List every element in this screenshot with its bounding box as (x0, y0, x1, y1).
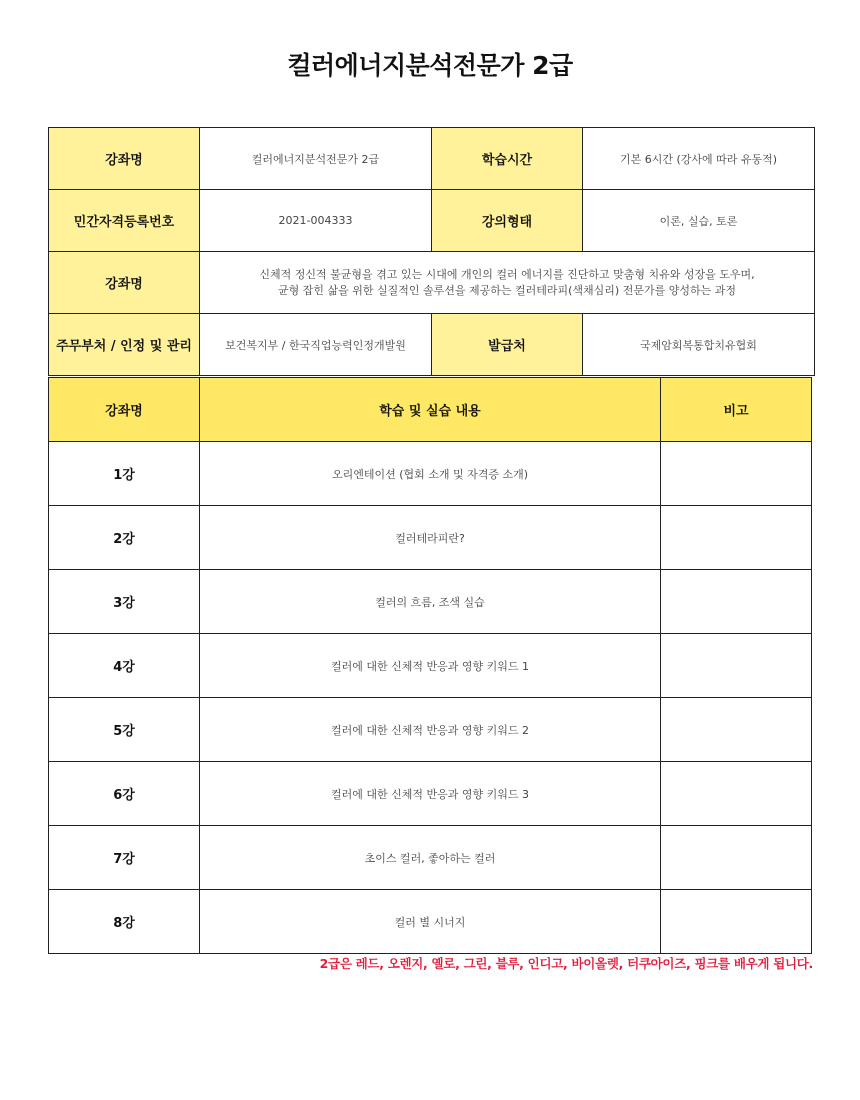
lecture-note (661, 506, 812, 570)
lecture-number: 3강 (49, 570, 200, 634)
ministry-label: 주무부처 / 인정 및 관리 (49, 314, 200, 376)
lecture-note (661, 634, 812, 698)
lecture-note (661, 826, 812, 890)
header-content: 학습 및 실습 내용 (200, 378, 661, 442)
table-row (49, 634, 812, 698)
description-line-2: 균형 잡힌 삶을 위한 실질적인 솔루션을 제공하는 컬러테라피(색채심리) 전문가를 양성하는 과정 (278, 283, 736, 297)
lecture-number: 4강 (49, 634, 200, 698)
issuer-label: 발급처 (432, 314, 583, 376)
info-row-description (49, 252, 815, 314)
lecture-content: 컬러테라피란? (200, 506, 661, 570)
table-row (49, 506, 812, 570)
lecture-note (661, 442, 812, 506)
ministry-value: 보건복지부 / 한국직업능력인정개발원 (200, 314, 432, 376)
table-row (49, 570, 812, 634)
header-lecture-name: 강좌명 (49, 378, 200, 442)
lecture-content: 컬러에 대한 신체적 반응과 영향 키워드 2 (200, 698, 661, 762)
lecture-table (48, 377, 812, 954)
lecture-header-row (49, 378, 812, 442)
registration-number-value: 2021-004333 (200, 190, 432, 252)
course-info-table (48, 127, 815, 376)
registration-number-label: 민간자격등록번호 (49, 190, 200, 252)
lecture-content: 컬러에 대한 신체적 반응과 영향 키워드 3 (200, 762, 661, 826)
lecture-number: 8강 (49, 890, 200, 954)
lecture-note (661, 890, 812, 954)
info-row-ministry (49, 314, 815, 376)
course-name-label: 강좌명 (49, 128, 200, 190)
table-row (49, 826, 812, 890)
lecture-number: 2강 (49, 506, 200, 570)
issuer-value: 국제암회복통합치유협회 (583, 314, 815, 376)
lecture-number: 1강 (49, 442, 200, 506)
table-row (49, 762, 812, 826)
lecture-content: 컬러에 대한 신체적 반응과 영향 키워드 1 (200, 634, 661, 698)
table-row (49, 442, 812, 506)
description-label: 강좌명 (49, 252, 200, 314)
info-row-registration (49, 190, 815, 252)
lecture-content: 초이스 컬러, 좋아하는 컬러 (200, 826, 661, 890)
table-row (49, 890, 812, 954)
study-hours-label: 학습시간 (432, 128, 583, 190)
lecture-note (661, 762, 812, 826)
lecture-format-label: 강의형태 (432, 190, 583, 252)
description-line-1: 신체적 정신적 불균형을 겪고 있는 시대에 개인의 컬러 에너지를 진단하고 맞춤형 치유와 성장을 도우며, (259, 267, 755, 281)
page-title: 컬러에너지분석전문가 2급 (287, 51, 573, 80)
lecture-format-value: 이론, 실습, 토론 (583, 190, 815, 252)
description-value (200, 252, 815, 314)
lecture-note (661, 570, 812, 634)
footnote: 2급은 레드, 오렌지, 옐로, 그린, 블루, 인디고, 바이올렛, 터쿠아이즈, 핑크를 배우게 됩니다. (319, 956, 813, 971)
course-name-value: 컬러에너지분석전문가 2급 (200, 128, 432, 190)
lecture-content: 컬러 별 시너지 (200, 890, 661, 954)
lecture-content: 오리엔테이션 (협회 소개 및 자격증 소개) (200, 442, 661, 506)
lecture-number: 6강 (49, 762, 200, 826)
lecture-number: 7강 (49, 826, 200, 890)
info-row-course (49, 128, 815, 190)
study-hours-value: 기본 6시간 (강사에 따라 유동적) (583, 128, 815, 190)
header-note: 비고 (661, 378, 812, 442)
lecture-number: 5강 (49, 698, 200, 762)
lecture-note (661, 698, 812, 762)
table-row (49, 698, 812, 762)
lecture-content: 컬러의 흐름, 조색 실습 (200, 570, 661, 634)
